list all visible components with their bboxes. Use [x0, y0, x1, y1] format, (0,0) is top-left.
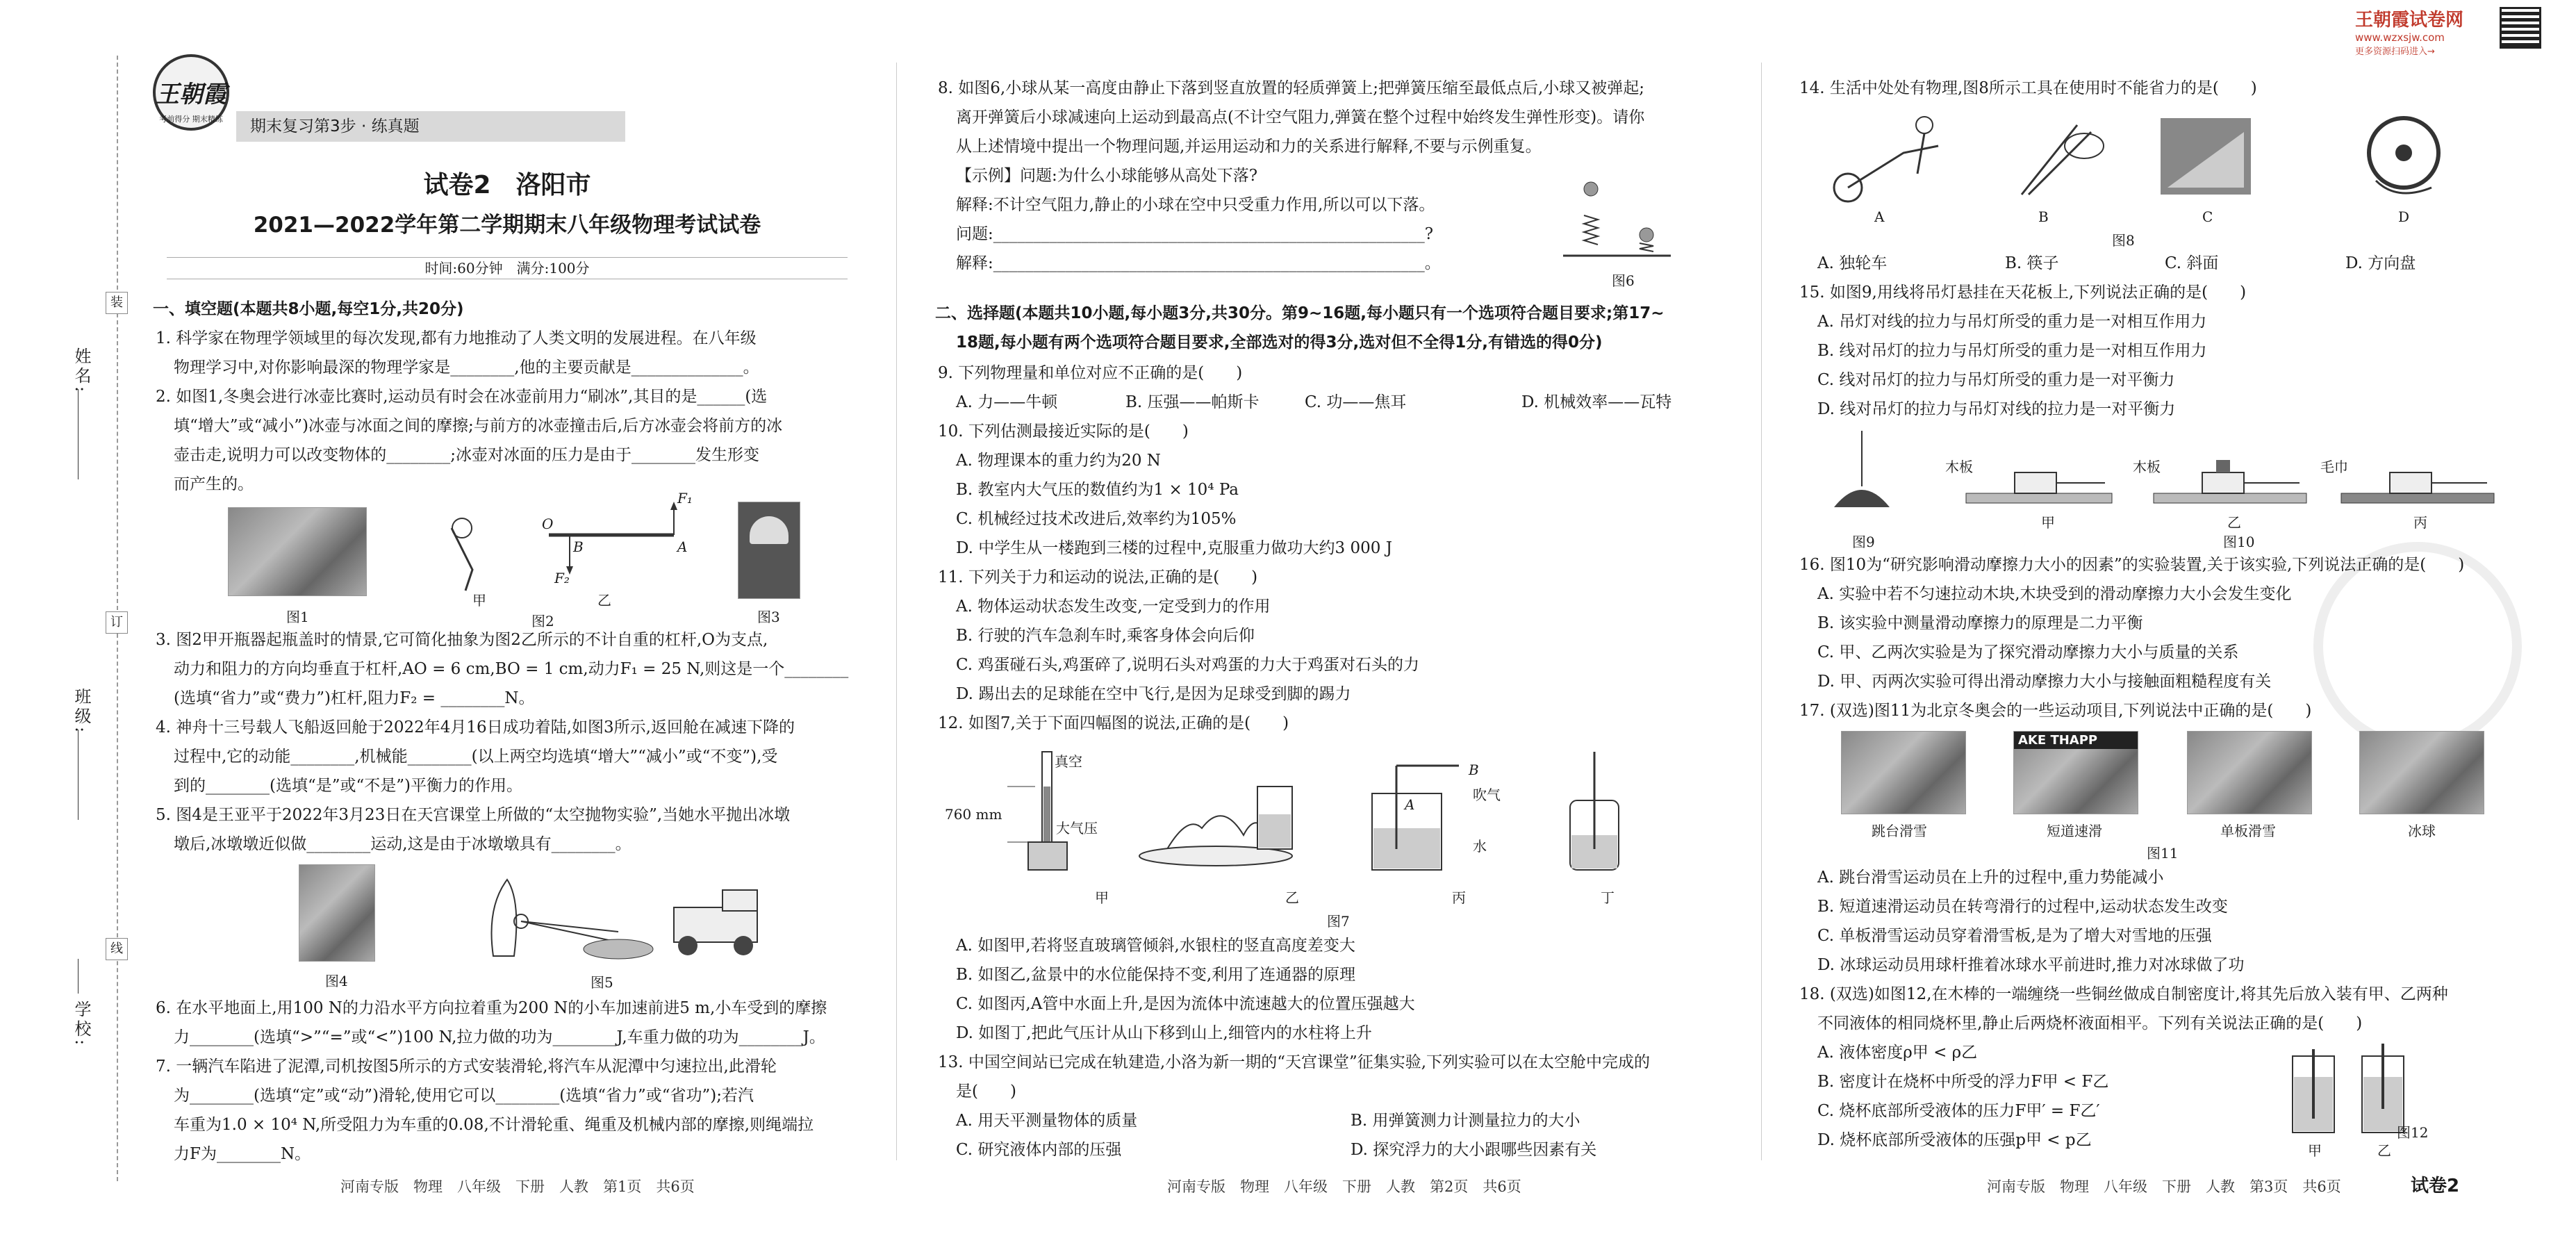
q-line: 壶击走,说明力可以改变物体的________;冰壶对冰面的压力是由于________发生形变	[174, 446, 760, 464]
q-line: 9. 下列物理量和单位对应不正确的是( )	[938, 364, 1243, 382]
q-line: 10. 下列估测最接近实际的是( )	[938, 422, 1189, 441]
fig-caption: 图1	[286, 609, 309, 625]
fig-caption: 图9	[1852, 534, 1875, 550]
q-line: 到的________(选填“是”或“不是”)平衡力的作用。	[174, 777, 522, 795]
name-line	[78, 389, 79, 479]
q-line: 11. 下列关于力和运动的说法,正确的是( )	[938, 568, 1258, 586]
label-wood: 木板	[1945, 459, 1973, 475]
q-line: 为________(选填“定”或“动”)滑轮,使用它可以________(选填“省力”或“省功”);若汽	[174, 1087, 754, 1105]
q-line: (选填“省力”或“费力”)杠杆,阻力F₂ = ________N。	[174, 689, 535, 707]
option: D. 线对吊灯的拉力与吊灯对线的拉力是一对平衡力	[1817, 400, 2176, 418]
label-blow: 吹气	[1473, 787, 1501, 803]
fig-sublabel: 甲	[1095, 889, 1109, 906]
capsule-photo	[738, 502, 800, 599]
fig-sublabel: D	[2398, 208, 2410, 225]
page-title: 试卷2 洛阳市	[423, 171, 591, 199]
name-label: 姓名:	[72, 347, 91, 395]
option: A. 独轮车	[1817, 254, 1888, 272]
q-line: 车重为1.0 × 10⁴ N,所受阻力为车重的0.08,不计滑轮重、绳重及机械内部的摩擦,则绳端拉	[174, 1116, 814, 1134]
option: A. 液体密度ρ甲 < ρ乙	[1817, 1044, 1978, 1062]
class-line	[78, 730, 79, 820]
fig-sublabel: 丙	[1452, 889, 1466, 906]
fig-sublabel: 甲	[472, 592, 486, 609]
label-f2: F₂	[554, 570, 570, 586]
option: A. 物理课本的重力约为20 N	[956, 452, 1161, 470]
q-line: 6. 在水平地面上,用100 N的力沿水平方向拉着重为200 N的小车加速前进5 m,小车受到的摩擦	[156, 999, 827, 1017]
fig-sublabel: 甲	[2041, 514, 2055, 531]
q-line: 14. 生活中处处有物理,图8所示工具在使用时不能省力的是( )	[1799, 79, 2257, 97]
astronaut-photo	[299, 864, 375, 962]
q-line: 8. 如图6,小球从某一高度由静止下落到竖直放置的轻质弹簧上;把弹簧压缩至最低点后,小球又被弹起;	[938, 79, 1645, 97]
option: D. 如图丁,把此气压计从山下移到山上,细管内的水柱将上升	[956, 1024, 1372, 1042]
option: B. 教室内大气压的数值约为1 × 10⁴ Pa	[956, 481, 1239, 499]
option: B. 行驶的汽车急刹车时,乘客身体会向后仰	[956, 627, 1255, 645]
fig-sublabel: 乙	[597, 592, 611, 609]
option: B. 如图乙,盆景中的水位能保持不变,利用了连通器的原理	[956, 966, 1356, 984]
label-wood: 木板	[2133, 459, 2161, 475]
q-line: 解释:不计空气阻力,静止的小球在空中只受重力作用,所以可以下落。	[956, 196, 1435, 214]
label-f1: F₁	[677, 490, 693, 507]
label-atm: 大气压	[1056, 820, 1098, 837]
option: C. 烧杯底部所受液体的压力F甲′ = F乙′	[1817, 1102, 2100, 1120]
q-line: 12. 如图7,关于下面四幅图的说法,正确的是( )	[938, 714, 1289, 732]
option: D. 方向盘	[2345, 254, 2416, 272]
paper-tag: 试卷2	[2411, 1176, 2460, 1196]
brand-name: 王朝霞	[156, 81, 226, 108]
q-line: 不同液体的相同烧杯里,静止后两烧杯液面相平。下列有关说法正确的是( )	[1817, 1014, 2363, 1032]
q-line: 过程中,它的动能________,机械能________(以上两空均选填“增大”“减小”或“不变”),受	[174, 748, 778, 766]
fig-caption: 图8	[2112, 232, 2135, 249]
label-water: 水	[1473, 838, 1487, 855]
label-o: O	[542, 516, 554, 532]
fig-sublabel: 丙	[2413, 514, 2427, 531]
q-line: 【示例】问题:为什么小球能够从高处下落?	[956, 167, 1258, 185]
option: A. 实验中若不匀速拉动木块,木块受到的滑动摩擦力大小会发生变化	[1817, 585, 2292, 603]
option: D. 冰球运动员用球杆推着冰球水平前进时,推力对冰球做了功	[1817, 956, 2245, 974]
option: D. 烧杯底部所受液体的压强p甲 < p乙	[1817, 1131, 2092, 1149]
q-line: 15. 如图9,用线将吊灯悬挂在天花板上,下列说法正确的是( )	[1799, 283, 2247, 302]
q-line: 5. 图4是王亚平于2022年3月23日在天宫课堂上所做的“太空抛物实验”,当她水平抛出冰墩	[156, 806, 791, 824]
site-url: www.wzxsjw.com	[2355, 31, 2445, 44]
option: D. 探究浮力的大小跟哪些因素有关	[1351, 1141, 1597, 1159]
binding-mark-2: 订	[106, 611, 128, 634]
page-footer: 河南专版 物理 八年级 下册 人教 第1页 共6页	[340, 1178, 695, 1195]
option: B. 密度计在烧杯中所受的浮力F甲 < F乙	[1817, 1073, 2109, 1091]
q-line: 物理学习中,对你影响最深的物理学家是________,他的主要贡献是______________。	[174, 359, 759, 377]
fig-sublabel: A	[1874, 208, 1885, 225]
step-banner: 期末复习第3步 · 练真题	[236, 111, 625, 142]
q-line: 问题:______________________________________________________?	[956, 225, 1434, 243]
label-760mm: 760 mm	[945, 806, 1002, 823]
option: D. 机械效率——瓦特	[1521, 393, 1672, 411]
q-line: 填“增大”或“减小”)冰壶与冰面之间的摩擦;与前方的冰壶撞击后,后方冰壶会将前方的冰	[174, 417, 783, 435]
fig-caption: 图12	[2397, 1124, 2429, 1141]
speed-skating-photo	[2013, 731, 2138, 814]
option: A. 用天平测量物体的质量	[956, 1112, 1138, 1130]
option: C. 功——焦耳	[1305, 393, 1407, 411]
ski-jump-photo	[1841, 731, 1966, 814]
option: C. 研究液体内部的压强	[956, 1141, 1122, 1159]
option: C. 单板滑雪运动员穿着滑雪板,是为了增大对雪地的压强	[1817, 927, 2212, 945]
q-line: 力________(选填“>”“=”或“<”)100 N,拉力做的功为________J,车重力做的功为________J。	[174, 1028, 825, 1046]
exam-subtitle: 2021—2022学年第二学期期末八年级物理考试试卷	[253, 213, 761, 238]
lever-diagram	[431, 500, 688, 604]
brand-badge	[153, 54, 229, 131]
option: B. 线对吊灯的拉力与吊灯所受的重力是一对相互作用力	[1817, 342, 2207, 360]
q-line: 动力和阻力的方向均垂直于杠杆,AO = 6 cm,BO = 1 cm,动力F₁ = 25 N,则这是一个________	[174, 660, 849, 678]
q-line: 从上述情境中提出一个物理问题,并运用运动和力的关系进行解释,不要与示例重复。	[956, 138, 1542, 156]
option: B. 压强——帕斯卡	[1125, 393, 1260, 411]
column-separator	[896, 63, 897, 1160]
fig9-fig10-diagram	[1827, 431, 2508, 528]
option: C. 线对吊灯的拉力与吊灯所受的重力是一对平衡力	[1817, 371, 2175, 389]
fig-sublabel: 乙	[2227, 514, 2241, 531]
option: C. 机械经过技术改进后,效率约为105%	[956, 510, 1237, 528]
option: C. 斜面	[2165, 254, 2219, 272]
fig-caption: 图11	[2147, 845, 2179, 862]
option: B. 筷子	[2005, 254, 2059, 272]
q-line: 16. 图10为“研究影响滑动摩擦力大小的因素”的实验装置,关于该实验,下列说法正确的是( )	[1799, 556, 2465, 574]
option: A. 力——牛顿	[956, 393, 1058, 411]
option: B. 短道速滑运动员在转弯滑行的过程中,运动状态发生改变	[1817, 898, 2228, 916]
fig-sublabel: 乙	[2377, 1142, 2391, 1159]
fig-caption: 图4	[325, 973, 348, 989]
fig-sublabel: 单板滑雪	[2220, 823, 2276, 839]
fig-sublabel: 乙	[1285, 889, 1299, 906]
brand-sub: 考前得分 期末精练	[159, 115, 223, 124]
option: D. 踢出去的足球能在空中飞行,是因为足球受到脚的踢力	[956, 685, 1351, 703]
school-label: 学校:	[72, 1001, 91, 1048]
fig-sublabel: 冰球	[2408, 823, 2436, 839]
fig-sublabel: B	[2038, 208, 2049, 225]
option: A. 物体运动状态发生改变,一定受到力的作用	[956, 598, 1271, 616]
option: B. 该实验中测量滑动摩擦力的原理是二力平衡	[1817, 614, 2143, 632]
ice-hockey-photo	[2359, 731, 2484, 814]
label-vacuum: 真空	[1055, 753, 1082, 770]
page-3	[1785, 0, 2550, 1243]
column-separator	[1761, 63, 1762, 1160]
binding-mark-1: 装	[106, 292, 128, 314]
snowboard-photo	[2187, 731, 2312, 814]
q-line: 离开弹簧后小球减速向上运动到最高点(不计空气阻力,弹簧在整个过程中始终发生弹性形变)。请你	[956, 108, 1645, 126]
fig-caption: 图6	[1612, 272, 1635, 289]
label-b: B	[1469, 762, 1479, 778]
option: A. 如图甲,若将竖直玻璃管倾斜,水银柱的竖直高度差变大	[956, 937, 1355, 955]
q-line: 4. 神舟十三号载人飞船返回舱于2022年4月16日成功着陆,如图3所示,返回舱在减速下降的	[156, 718, 795, 736]
option: C. 鸡蛋碰石头,鸡蛋碎了,说明石头对鸡蛋的力大于鸡蛋对石头的力	[956, 656, 1420, 674]
fig-caption: 图2	[531, 613, 554, 629]
label-towel: 毛巾	[2320, 459, 2348, 475]
q-line: 17. (双选)图11为北京冬奥会的一些运动项目,下列说法中正确的是( )	[1799, 702, 2312, 720]
page-footer: 河南专版 物理 八年级 下册 人教 第2页 共6页	[1167, 1178, 1521, 1195]
binding-mark-3: 线	[106, 938, 128, 960]
fig-sublabel: 跳台滑雪	[1872, 823, 1927, 839]
q-line: 18. (双选)如图12,在木棒的一端缠绕一些铜丝做成自制密度计,将其先后放入装有甲、乙两种	[1799, 985, 2448, 1003]
fig-sublabel: 甲	[2308, 1142, 2322, 1159]
curling-photo	[228, 507, 367, 596]
fig-sublabel: C	[2202, 208, 2213, 225]
site-name: 王朝霞试卷网	[2355, 10, 2464, 31]
q-line: 3. 图2甲开瓶器起瓶盖时的情景,它可简化抽象为图2乙所示的不计自重的杠杆,O为支点,	[156, 631, 768, 649]
section-2-heading: 二、选择题(本题共10小题,每小题3分,共30分。第9~16题,每小题只有一个选项符合题目要求;第17~	[935, 304, 1665, 322]
option: A. 跳台滑雪运动员在上升的过程中,重力势能减小	[1817, 869, 2164, 887]
q-line: 而产生的。	[174, 475, 254, 493]
site-slogan: 更多资源扫码进入→	[2355, 47, 2435, 57]
fig-caption: 图3	[757, 609, 780, 625]
section-1-heading: 一、填空题(本题共8小题,每空1分,共20分)	[153, 300, 464, 318]
option: A. 吊灯对线的拉力与吊灯所受的重力是一对相互作用力	[1817, 313, 2207, 331]
label-b: B	[573, 538, 584, 555]
fig-sublabel: 短道速滑	[2047, 823, 2102, 839]
page-1	[139, 0, 875, 1243]
q-line: 13. 中国空间站已完成在轨建造,小洛为新一期的“天宫课堂”征集实验,下列实验可以在太空舱中完成的	[938, 1053, 1651, 1071]
time-info: 时间:60分钟 满分:100分	[167, 257, 848, 279]
fig8-tools	[1827, 104, 2494, 208]
page-2	[924, 0, 1688, 1243]
spring-ball-diagram	[1556, 174, 1674, 264]
section-2-heading: 18题,每小题有两个选项符合题目要求,全部选对的得3分,选对但不全得1分,有错选的得0分)	[956, 334, 1603, 352]
option: C. 甲、乙两次实验是为了探究滑动摩擦力大小与质量的关系	[1817, 643, 2239, 661]
fig-caption: 图5	[591, 974, 613, 991]
fig-caption: 图7	[1327, 913, 1350, 930]
q-line: 2. 如图1,冬奥会进行冰壶比赛时,运动员有时会在冰壶前用力“刷冰”,其目的是______(选	[156, 388, 768, 406]
label-a: A	[1405, 796, 1415, 813]
page-footer: 河南专版 物理 八年级 下册 人教 第3页 共6页	[1987, 1178, 2341, 1195]
banner-text: AKE THAPP	[2014, 732, 2138, 749]
option: C. 如图丙,A管中水面上升,是因为流体中流速越大的位置压强越大	[956, 995, 1415, 1013]
fig-caption: 图10	[2223, 534, 2255, 550]
q-line: 7. 一辆汽车陷进了泥潭,司机按图5所示的方式安装滑轮,将汽车从泥潭中匀速拉出,此滑轮	[156, 1057, 777, 1076]
option: B. 用弹簧测力计测量拉力的大小	[1351, 1112, 1580, 1130]
q-line: 是( )	[956, 1083, 1016, 1101]
q-line: 墩后,冰墩墩近似做________运动,这是由于冰墩墩具有________。	[174, 835, 631, 853]
option: D. 中学生从一楼跑到三楼的过程中,克服重力做功大约3 000 J	[956, 539, 1392, 557]
q-line: 1. 科学家在物理学领域里的每次发现,都有力地推动了人类文明的发展进程。在八年级	[156, 329, 757, 347]
pulley-truck-diagram	[479, 866, 771, 963]
q-line: 解释:______________________________________________________。	[956, 254, 1441, 272]
class-label: 班级:	[72, 688, 91, 736]
school-line	[78, 959, 79, 994]
fig-sublabel: 丁	[1601, 889, 1615, 906]
label-a: A	[677, 538, 688, 555]
option: D. 甲、丙两次实验可得出滑动摩擦力大小与接触面粗糙程度有关	[1817, 673, 2272, 691]
q-line: 力F为________N。	[174, 1145, 311, 1163]
